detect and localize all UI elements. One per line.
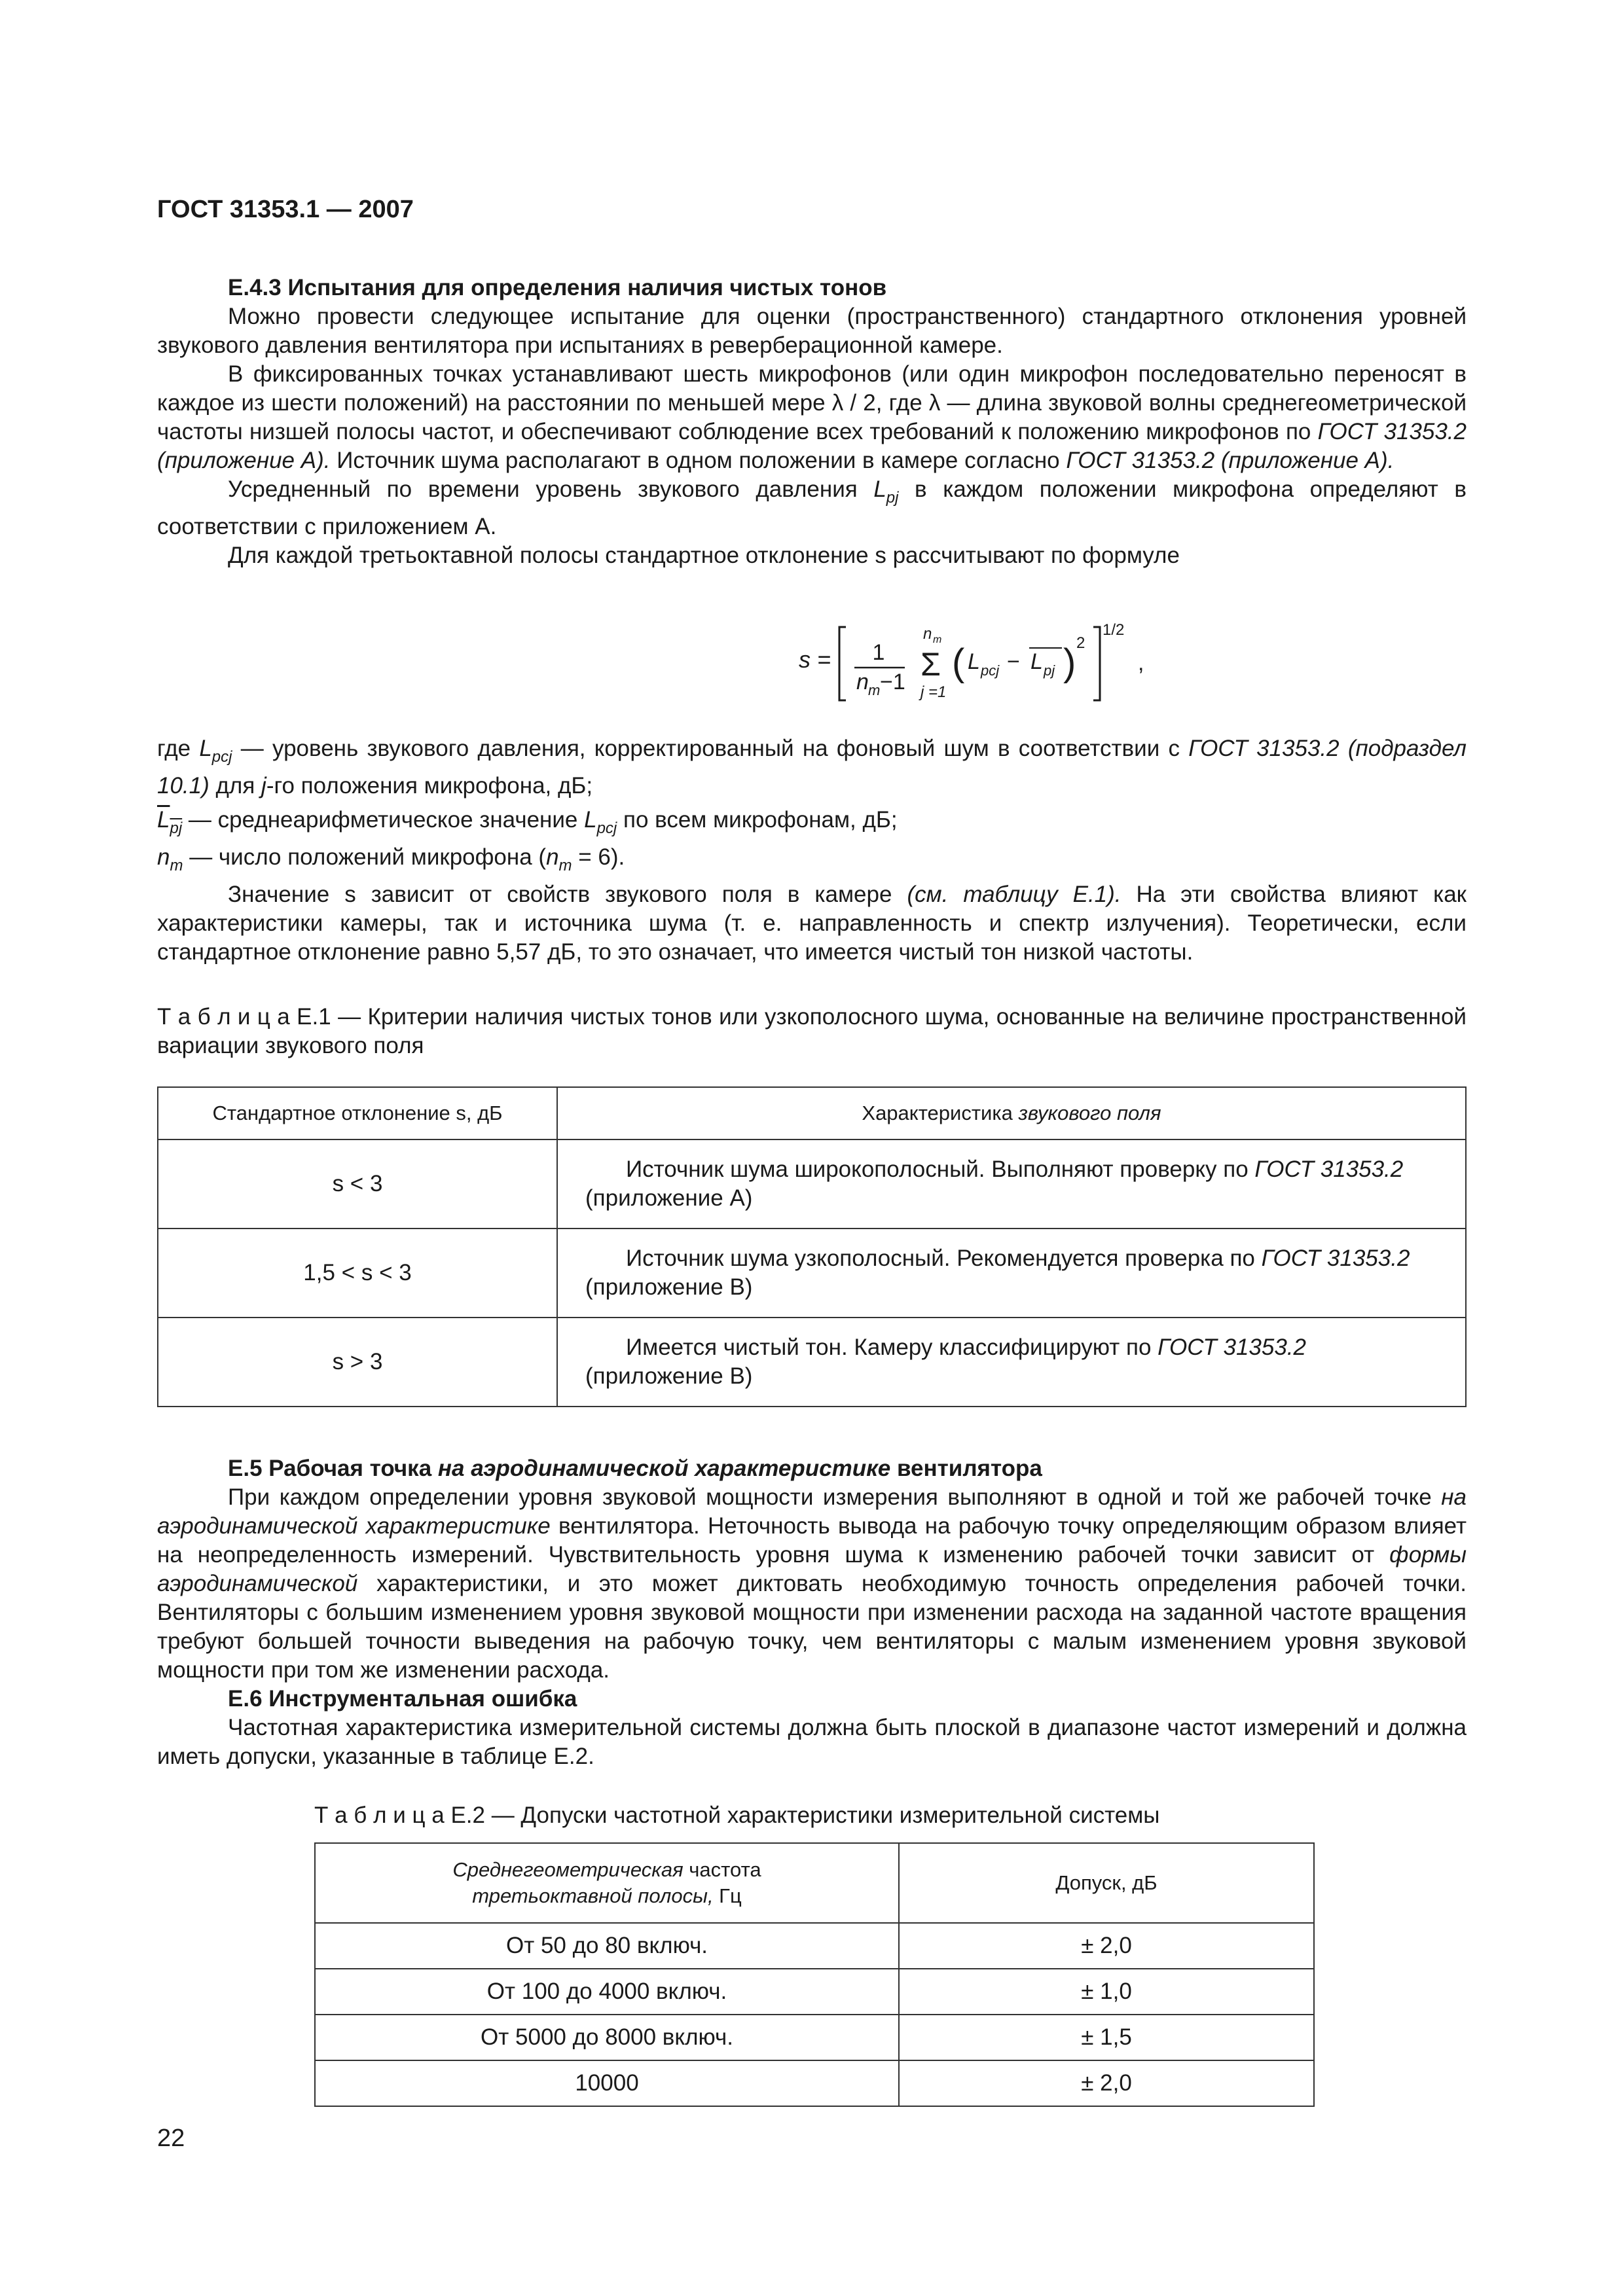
table-cell: От 5000 до 8000 включ. (315, 2015, 899, 2060)
table-cell: От 100 до 4000 включ. (315, 1969, 899, 2015)
std-deviation-formula (799, 615, 1165, 713)
formula-numerator: 1 (872, 640, 885, 665)
svg-text:m: m (933, 634, 942, 645)
section-e43-p5: Значение s зависит от свойств звукового поля в камере (см. таблицу Е.1). На эти свойства влияют как характеристики камеры, так и источника шума (т. е. направленность и спектр излучения). Теоретически, если стандартное отклонение равно 5,57 дБ, то это означает, что имеется чистый тон низкой частоты. (157, 882, 1467, 965)
svg-text:m: m (868, 682, 881, 698)
svg-text:1/2: 1/2 (1103, 621, 1125, 639)
formula-legend (157, 734, 1467, 967)
section-e6-p1: Частотная характеристика измерительной системы должна быть плоской в диапазоне частот измерений и должна иметь допуски, указанные в таблице Е.2. (157, 1715, 1467, 1769)
svg-text:pcj: pcj (981, 662, 1000, 679)
section-e5 (157, 1454, 1467, 1771)
table-row (315, 2060, 1314, 2106)
ref-gost: ГОСТ 31353.2 (приложение А). (157, 419, 1467, 473)
table-row (158, 1139, 1466, 1229)
section-e43-title: Е.4.3 Испытания для определения наличия чистых тонов (228, 275, 887, 300)
table-e1 (157, 1086, 1467, 1407)
table-header-row (158, 1087, 1466, 1139)
table-cell: ± 2,0 (899, 1923, 1314, 1969)
sum-sign-icon: Σ (921, 646, 941, 683)
table-e1-caption: Т а б л и ц а Е.1 — Критерии наличия чистых тонов или узкополосного шума, основанные на величине пространственной вариации звукового поля (157, 1004, 1467, 1058)
table-cell: 1,5 < s < 3 (158, 1229, 557, 1318)
table-cell: s < 3 (158, 1139, 557, 1229)
section-e43-p1: Можно провести следующее испытание для оценки (пространственного) стандартного отклонения уровней звукового давления вентилятора при испытаниях в реверберационной камере. (157, 304, 1467, 358)
section-e43 (157, 274, 1467, 570)
table-cell: ± 1,0 (899, 1969, 1314, 2015)
svg-text:−: − (1007, 649, 1020, 674)
table-row (315, 1923, 1314, 1969)
table-row (158, 1229, 1466, 1318)
svg-text:L: L (1030, 649, 1043, 674)
sum-lower-limit: j =1 (921, 683, 947, 701)
table-row (315, 2015, 1314, 2060)
table-cell: ± 2,0 (899, 2060, 1314, 2106)
table-cell: Имеется чистый тон. Камеру классифицируют по ГОСТ 31353.2 (приложение В) (557, 1318, 1466, 1407)
svg-text:L: L (968, 649, 980, 674)
table-e2-col1-header: Среднегеометрическая частота третьоктавной полосы, Гц (315, 1843, 899, 1923)
section-e5-p1: При каждом определении уровня звуковой мощности измерения выполняют в одной и той же рабочей точке на аэродинамической характеристике вентилятора. Неточность вывода на рабочую точку определяющим образом влияет на неопределенность измерений. Чувствительность уровня шума к изменению рабочей точки зависит от формы аэродинамической характеристики, и это может диктовать необходимую точность определения рабочей точки. Вентиляторы с большим изменением уровня звуковой мощности при изменении расхода на заданной частоте вращения требуют большей точности выведения на рабочую точку, чем вентиляторы с малым изменением уровня звуковой мощности при том же изменении расхода. (157, 1484, 1467, 1683)
section-e43-p4: Для каждой третьоктавной полосы стандартное отклонение s рассчитывают по формуле (228, 543, 1180, 568)
table-e1-col1-header: Стандартное отклонение s, дБ (158, 1087, 557, 1139)
table-row (158, 1318, 1466, 1407)
table-cell: Источник шума узкополосный. Рекомендуется проверка по ГОСТ 31353.2 (приложение В) (557, 1229, 1466, 1318)
legend-lpj: $\overline{L}_{\overline{pj}}$ — среднеарифметическое значение $L_{pcj}$ по всем микрофонам, дБ; (157, 807, 898, 837)
section-e6-title: Е.6 Инструментальная ошибка (228, 1686, 577, 1712)
svg-text:pj: pj (1044, 662, 1055, 679)
table-e2-caption: Т а б л и ц а Е.2 — Допуски частотной характеристики измерительной системы (314, 1803, 1160, 1828)
formula-lhs: s = (799, 646, 831, 673)
svg-text:): ) (1063, 641, 1076, 684)
table-cell: 10000 (315, 2060, 899, 2106)
svg-text:(: ( (952, 641, 965, 684)
formula-denominator: n (856, 670, 869, 694)
table-cell: Источник шума широкополосный. Выполняют проверку по ГОСТ 31353.2 (приложение А) (557, 1139, 1466, 1229)
section-e43-p2: В фиксированных точках устанавливают шесть микрофонов (или один микрофон последовательно переносят в каждое из шести положений) на расстоянии по меньшей мере λ / 2, где λ — длина звуковой волны среднегеометрической частоты низшей полосы частот, и обеспечивают соблюдение всех требований к положению микрофонов по ГОСТ 31353.2 (приложение А). Источник шума располагают в одном положении в камере согласно ГОСТ 31353.2 (приложение А). (157, 361, 1467, 473)
table-row (315, 1969, 1314, 2015)
sum-upper-limit: n (923, 625, 932, 643)
page-number: 22 (157, 2125, 185, 2152)
table-e2 (314, 1842, 1315, 2107)
table-cell: От 50 до 80 включ. (315, 1923, 899, 1969)
ref-gost: ГОСТ 31353.2 (приложение А). (1066, 448, 1395, 473)
table-cell: s > 3 (158, 1318, 557, 1407)
svg-text:,: , (1138, 651, 1144, 675)
section-e43-p3: Усредненный по времени уровень звукового давления $L_{pj}$ в каждом положении микрофона определяют в соответствии с приложением А. (157, 476, 1467, 539)
legend-nm: $n_m$ — число положений микрофона $(n_m = 6)$. (157, 844, 625, 874)
table-e1-col2-header: Характеристика звукового поля (557, 1087, 1466, 1139)
section-e5-title: Е.5 Рабочая точка на аэродинамической характеристике вентилятора (228, 1456, 1042, 1481)
table-header-row (315, 1843, 1314, 1923)
table-e2-col2-header: Допуск, дБ (899, 1843, 1314, 1923)
table-cell: ± 1,5 (899, 2015, 1314, 2060)
document-header: ГОСТ 31353.1 — 2007 (157, 196, 414, 223)
svg-text:2: 2 (1076, 634, 1085, 652)
svg-text:−1: −1 (880, 670, 905, 694)
legend-lpcj: где $L_{pcj}$ — уровень звукового давления, корректированный на фоновый шум в соответствии с ГОСТ 31353.2 (подраздел 10.1) для j-го положения микрофона, дБ; (157, 736, 1467, 798)
